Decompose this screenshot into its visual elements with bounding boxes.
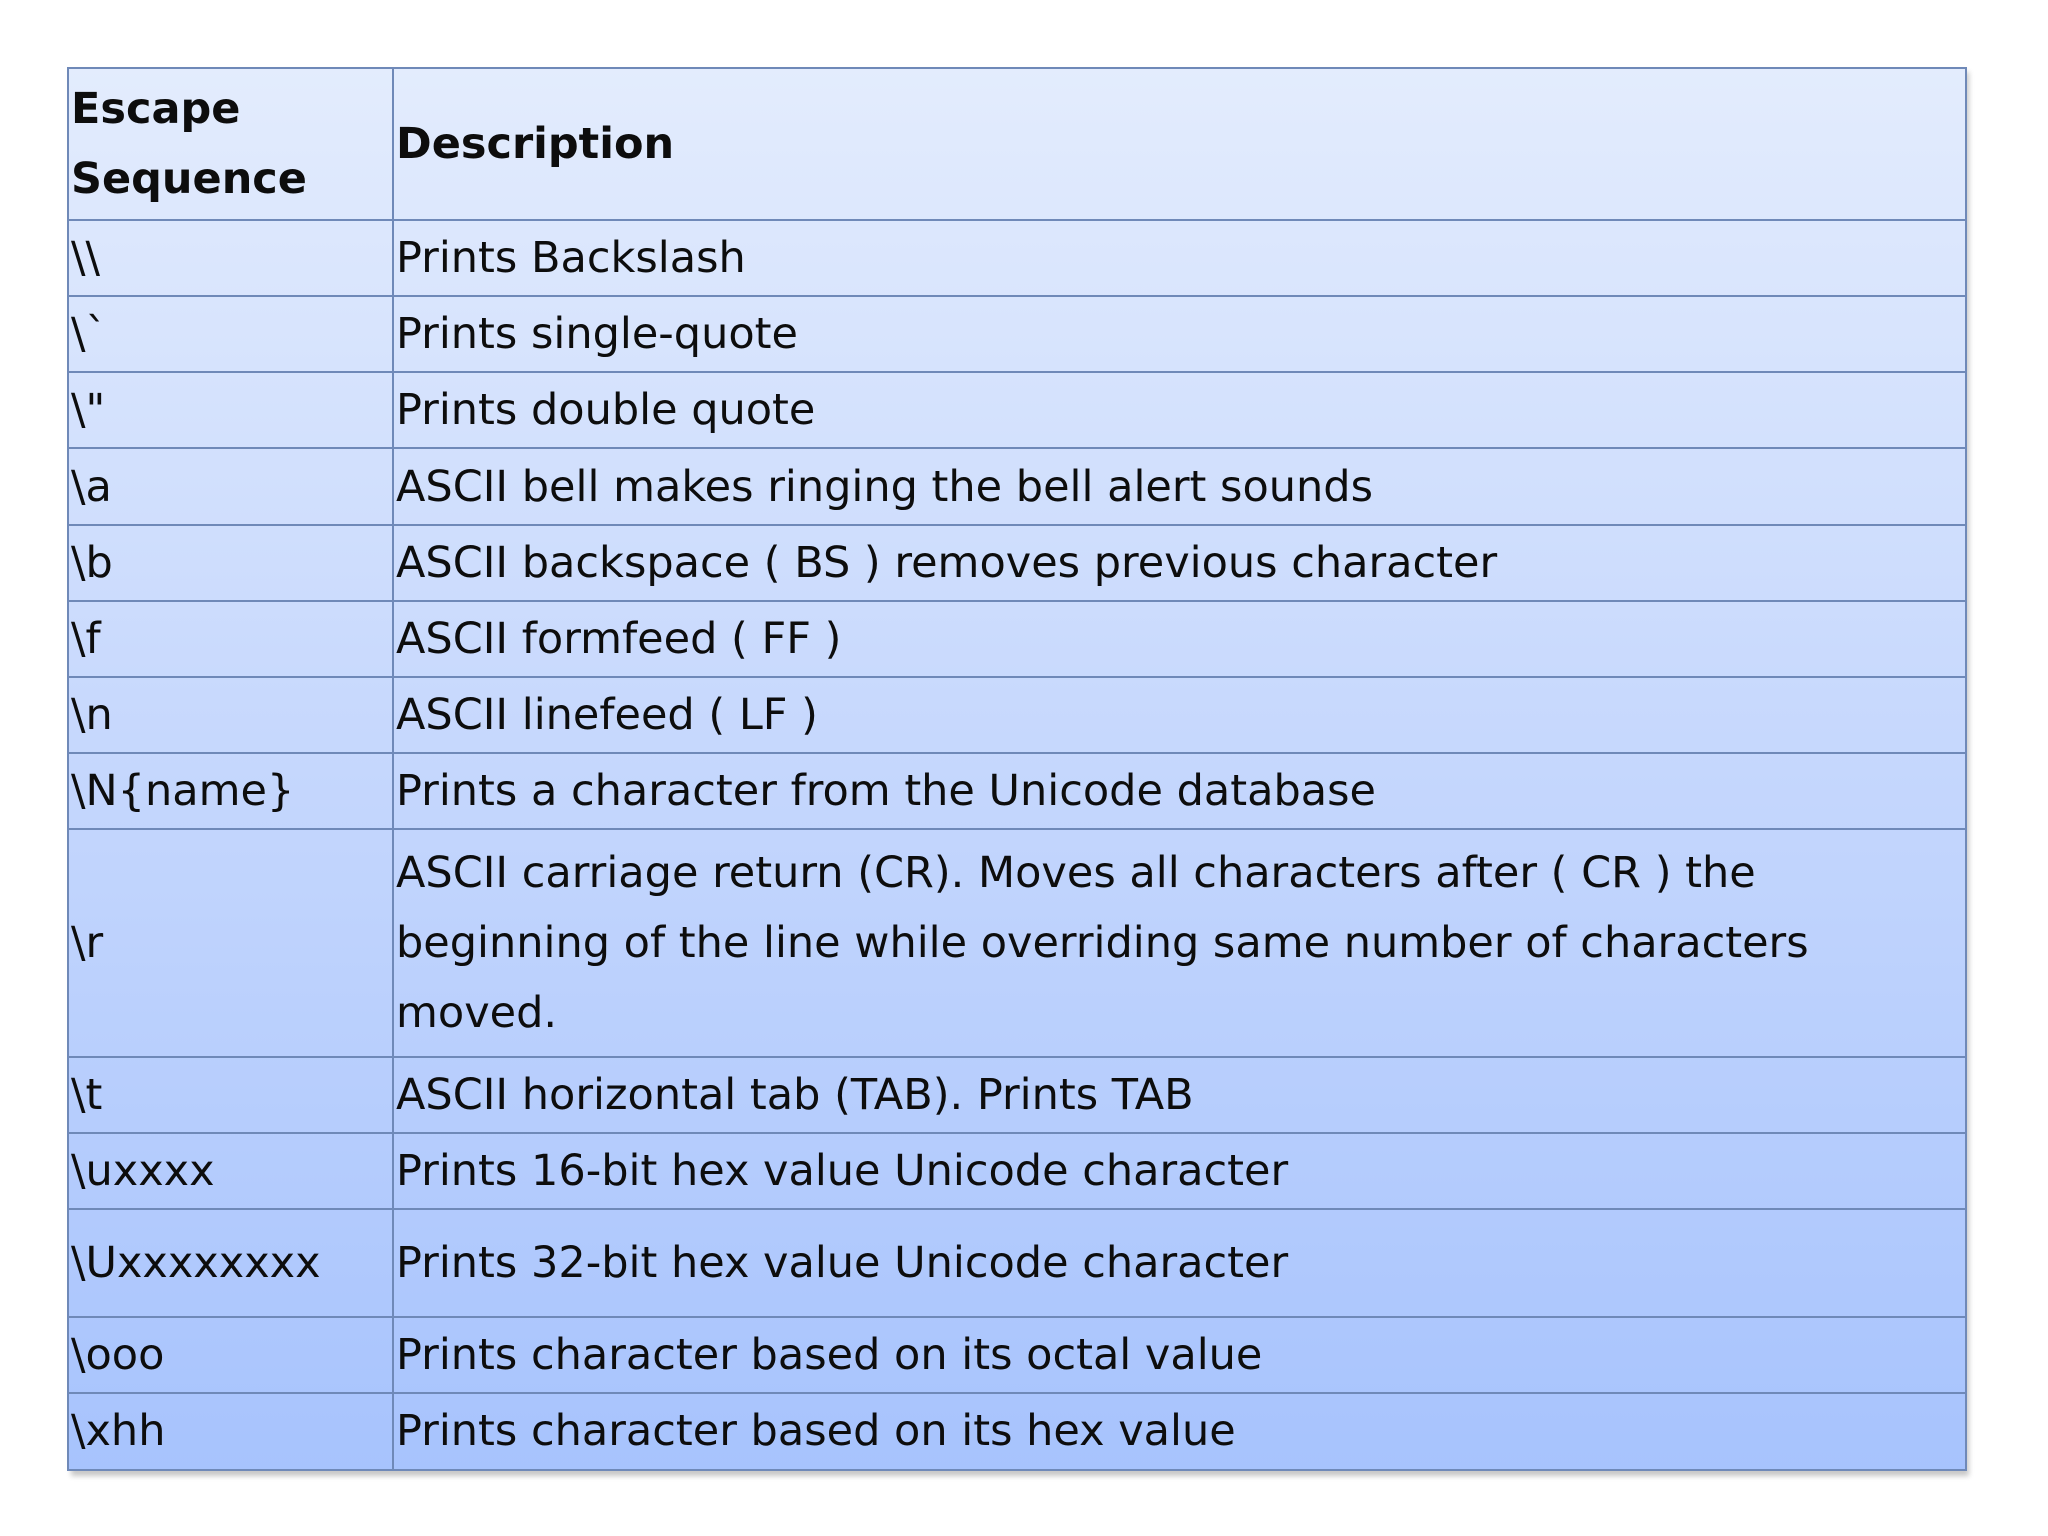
escape-sequence-cell: \` xyxy=(68,296,393,372)
escape-sequence-cell: \b xyxy=(68,525,393,601)
header-escape-sequence: Escape Sequence xyxy=(68,68,393,220)
escape-sequence-cell: \" xyxy=(68,372,393,448)
description-cell: ASCII linefeed ( LF ) xyxy=(393,677,1966,753)
description-cell: ASCII bell makes ringing the bell alert sounds xyxy=(393,448,1966,524)
table-row xyxy=(68,601,1966,677)
escape-sequence-cell: \n xyxy=(68,677,393,753)
escape-sequence-cell: \ooo xyxy=(68,1317,393,1393)
description-cell: Prints double quote xyxy=(393,372,1966,448)
description-cell: ASCII horizontal tab (TAB). Prints TAB xyxy=(393,1057,1966,1133)
escape-sequence-cell: \Uxxxxxxxx xyxy=(68,1209,393,1316)
escape-sequence-table xyxy=(67,67,1965,1471)
description-cell: Prints 16-bit hex value Unicode character xyxy=(393,1133,1966,1209)
table-header-row xyxy=(68,68,1966,220)
table-row xyxy=(68,1317,1966,1393)
description-cell: Prints single-quote xyxy=(393,296,1966,372)
header-description: Description xyxy=(393,68,1966,220)
description-cell: ASCII formfeed ( FF ) xyxy=(393,601,1966,677)
table-row xyxy=(68,448,1966,524)
table-row xyxy=(68,220,1966,296)
escape-sequence-cell: \xhh xyxy=(68,1393,393,1470)
escape-sequence-cell: \r xyxy=(68,829,393,1057)
table-row xyxy=(68,1209,1966,1316)
escape-sequence-cell: \uxxxx xyxy=(68,1133,393,1209)
description-cell: Prints 32-bit hex value Unicode character xyxy=(393,1209,1966,1316)
table xyxy=(67,67,1967,1471)
escape-sequence-cell: \t xyxy=(68,1057,393,1133)
table-row xyxy=(68,296,1966,372)
description-cell: Prints character based on its hex value xyxy=(393,1393,1966,1470)
description-cell: Prints character based on its octal value xyxy=(393,1317,1966,1393)
escape-sequence-cell: \\ xyxy=(68,220,393,296)
table-row xyxy=(68,753,1966,829)
description-cell: Prints a character from the Unicode database xyxy=(393,753,1966,829)
table-row xyxy=(68,1393,1966,1470)
description-cell: ASCII carriage return (CR). Moves all characters after ( CR ) the beginning of the line while overriding same number of characters moved. xyxy=(393,829,1966,1057)
escape-sequence-cell: \N{name} xyxy=(68,753,393,829)
table-row xyxy=(68,1133,1966,1209)
table-row xyxy=(68,677,1966,753)
description-cell: Prints Backslash xyxy=(393,220,1966,296)
table-row xyxy=(68,1057,1966,1133)
table-row xyxy=(68,525,1966,601)
table-row xyxy=(68,829,1966,1057)
escape-sequence-cell: \a xyxy=(68,448,393,524)
table-row xyxy=(68,372,1966,448)
description-cell: ASCII backspace ( BS ) removes previous character xyxy=(393,525,1966,601)
escape-sequence-cell: \f xyxy=(68,601,393,677)
